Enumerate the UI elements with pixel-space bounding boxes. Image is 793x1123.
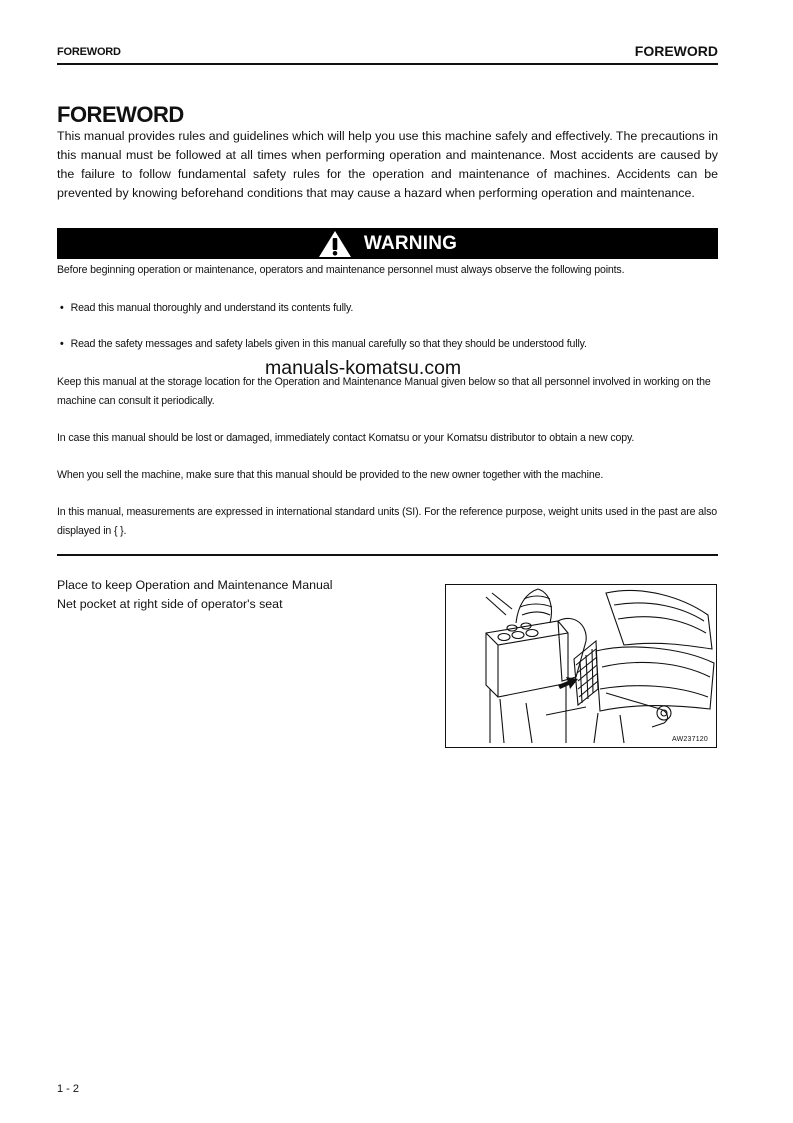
header-right-title: FOREWORD — [634, 43, 718, 59]
header-left-title: FOREWORD — [57, 46, 121, 58]
storage-line-1: Place to keep Operation and Maintenance Manual — [57, 578, 333, 592]
watermark: manuals-komatsu.com — [265, 357, 462, 379]
page-title: FOREWORD — [57, 102, 184, 127]
bullet-text: Read the safety messages and safety labels given in this manual carefully so that they should be understood fully. — [70, 338, 587, 350]
storage-location-figure — [445, 584, 717, 748]
warning-paragraph: Keep this manual at the storage location for the Operation and Maintenance Manual given below so that all personnel involved in working on the machine can consult it periodically. — [57, 376, 711, 407]
operator-seat-illustration — [446, 585, 716, 747]
figure-code: AW237120 — [672, 736, 708, 743]
warning-lead: Before beginning operation or maintenance, operators and maintenance personnel must always observe the following points. — [57, 264, 625, 276]
warning-paragraph: When you sell the machine, make sure that this manual should be provided to the new owner together with the machine. — [57, 469, 604, 481]
warning-triangle-icon — [318, 230, 352, 258]
section-rule — [57, 554, 718, 556]
warning-bullet — [60, 335, 587, 354]
storage-line-2: Net pocket at right side of operator's seat — [57, 597, 283, 611]
warning-bullet — [60, 299, 353, 318]
bullet-dot-icon: • — [60, 302, 64, 314]
warning-paragraph: In this manual, measurements are expressed in international standard units (SI). For the reference purpose, weight units used in the past are also displayed in { }. — [57, 506, 718, 537]
warning-banner — [57, 228, 718, 259]
header-rule — [57, 63, 718, 65]
warning-label: WARNING — [363, 232, 458, 254]
intro-paragraph: This manual provides rules and guidelines which will help you use this machine safely and effectively. The precautions in this manual must be followed at all times when performing operation and maintenance. Most accidents are caused by the failure to follow fundamental safety rules for the operation and maintenance of machines. Accidents can be prevented by knowing beforehand conditions that may cause a hazard when performing operation and maintenance. — [57, 129, 718, 200]
warning-paragraph: In case this manual should be lost or damaged, immediately contact Komatsu or your Komatsu distributor to obtain a new copy. — [57, 432, 635, 444]
bullet-dot-icon: • — [60, 338, 64, 350]
bullet-text: Read this manual thoroughly and understand its contents fully. — [70, 302, 354, 314]
storage-location-text — [57, 576, 333, 614]
page-number: 1 - 2 — [57, 1083, 80, 1095]
